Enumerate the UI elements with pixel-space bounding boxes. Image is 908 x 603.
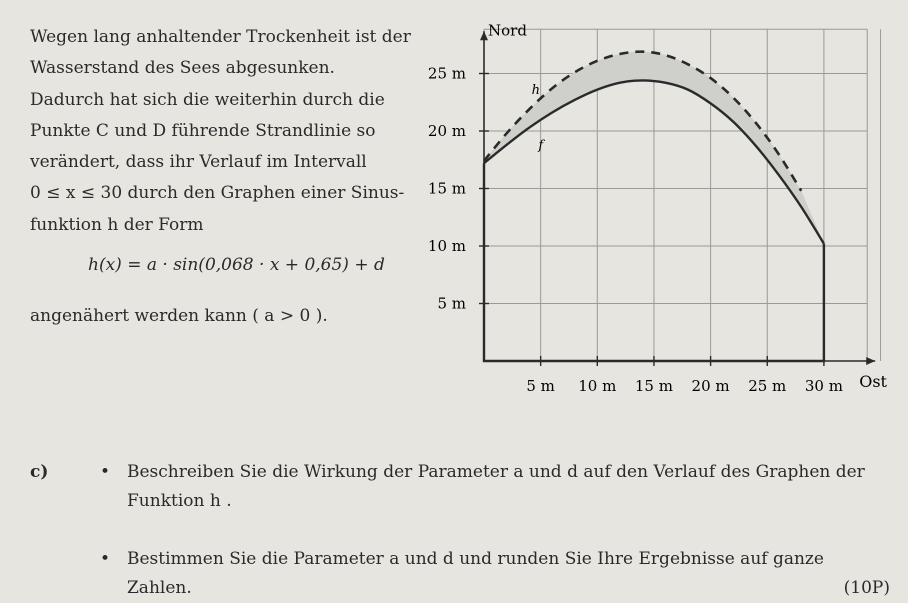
points-badge: (10P) (843, 578, 890, 598)
bullet2-line1: Bestimmen Sie die Parameter a und d und runden Sie Ihre Ergebnisse auf ganze (127, 549, 824, 569)
bullet: • (100, 549, 111, 569)
x-axis-label: Ost (859, 372, 887, 391)
intro-line: Dadurch hat sich die weiterhin durch die (30, 89, 385, 110)
intro-line: Wasserstand des Sees abgesunken. (30, 58, 335, 79)
bullet2-line2: Zahlen. (127, 578, 192, 598)
task-label: c) (30, 462, 49, 482)
bullet: • (100, 462, 111, 482)
x-tick-label: 20 m (691, 377, 730, 395)
approx-note: angenähert werden kann ( a > 0 ). (30, 306, 328, 326)
curve-label-f: f (538, 138, 544, 154)
x-tick-label: 5 m (526, 377, 555, 395)
y-tick-label: 15 m (427, 179, 466, 198)
intro-line: Wegen lang anhaltender Trockenheit ist der (30, 27, 411, 47)
intro-line: verändert, dass ihr Verlauf im Intervall (30, 152, 367, 173)
function-formula: h(x) = a · sin(0,068 · x + 0,65) + d (88, 255, 385, 275)
intro-line: 0 ≤ x ≤ 30 durch den Graphen einer Sinus- (30, 183, 405, 204)
curve-label-h: h (531, 83, 540, 99)
bullet1-line2: Funktion h . (127, 491, 232, 511)
x-tick-label: 15 m (634, 377, 673, 395)
x-tick-label: 30 m (804, 377, 843, 395)
intro-line: Punkte C und D führende Strandlinie so (30, 120, 376, 141)
y-tick-label: 10 m (427, 237, 466, 255)
bullet1-line1: Beschreiben Sie die Wirkung der Parameter a und d auf den Verlauf des Graphen der (127, 462, 865, 482)
x-tick-label: 25 m (748, 377, 787, 395)
y-tick-label: 20 m (427, 122, 466, 140)
y-axis-label: Nord (488, 21, 527, 40)
x-tick-label: 10 m (578, 377, 617, 395)
y-tick-label: 5 m (437, 294, 466, 313)
intro-line: funktion h der Form (30, 214, 204, 235)
y-tick-label: 25 m (427, 64, 466, 83)
task-c (30, 458, 890, 603)
